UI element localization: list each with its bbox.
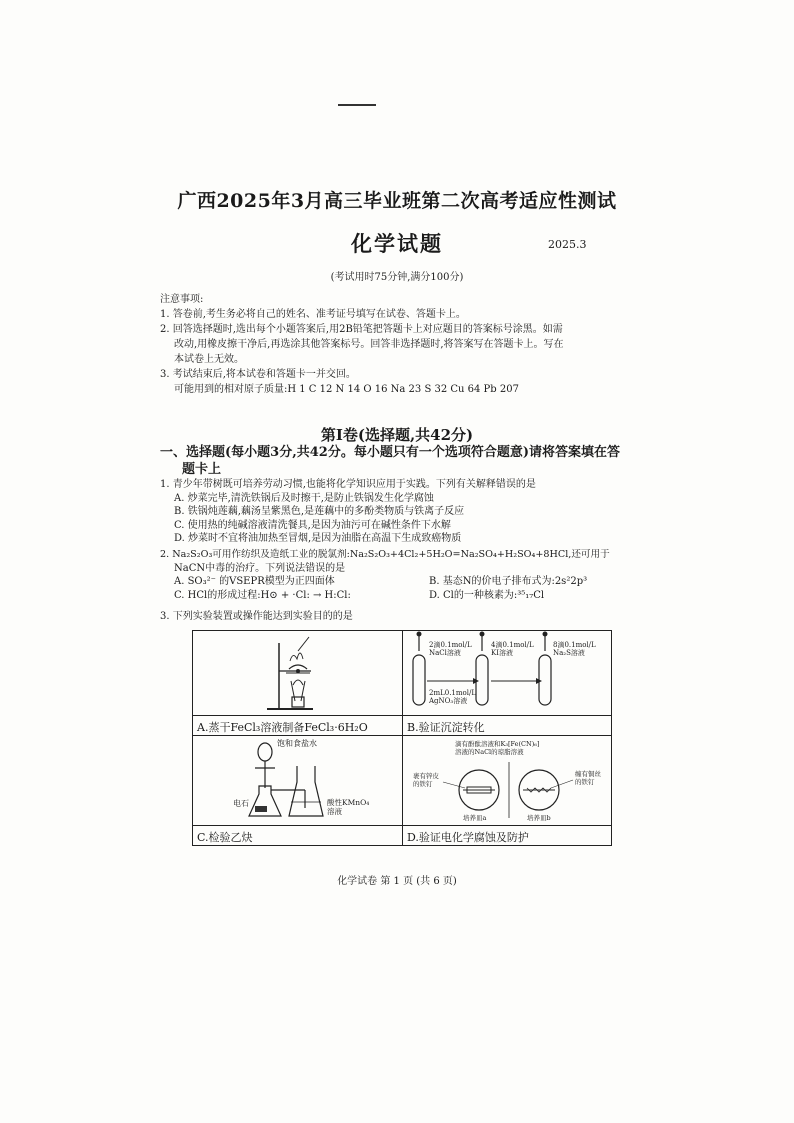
label-text: KI溶液 (491, 649, 513, 657)
grid-divider (193, 715, 611, 716)
label-text: 2mL0.1mol/L (429, 689, 476, 697)
option-row (160, 589, 640, 603)
section-line: 题卡上 (182, 462, 222, 477)
label-text: 2滴0.1mol/L (429, 641, 472, 649)
label-calcium-carbide: 电石 (233, 799, 249, 808)
option-c: C. 使用热的纯碱溶液清洗餐具,是因为油污可在碱性条件下水解 (174, 519, 451, 531)
evaporation-apparatus-icon (193, 631, 402, 715)
label-dish-a: 培养皿a (463, 814, 487, 822)
option-row (160, 575, 640, 589)
note-item: 3. 考试结束后,将本试卷和答题卡一并交回。 (160, 369, 356, 380)
question-1 (160, 478, 640, 546)
page-footer: 化学试卷 第 1 页 (共 6 页) (337, 876, 457, 887)
top-rule (338, 104, 376, 106)
section-line: 一、选择题(每小题3分,共42分。每小题只有一个选项符合题意)请将答案填在答 (160, 445, 620, 460)
question-stem: 1. 青少年带树既可培养劳动习惯,也能将化学知识应用于实践。下列有关解释错误的是 (160, 479, 536, 490)
label-text: 缠有铜丝 (575, 770, 601, 778)
label-nacl (429, 641, 472, 657)
cell-b-figure (403, 631, 613, 715)
acetylene-apparatus-icon (193, 736, 402, 825)
question-stem: 2. Na₂S₂O₃可用作纺织及造纸工业的脱氯剂:Na₂S₂O₃+4Cl₂+5H₂O=Na₂SO₄+H₂SO₄+8HCl,还可用于 (160, 549, 610, 560)
label-copper-nail (575, 770, 601, 786)
question-2 (160, 548, 640, 602)
label-text: 的铁钉 (413, 780, 433, 788)
label-text: 溶液 (327, 807, 342, 816)
option-b: B. 基态N的价电子排布式为:2s²2p³ (429, 576, 588, 587)
label-text: 裹有锌皮 (413, 772, 439, 780)
cell-a-caption: A.蒸干FeCl₃溶液制备FeCl₃·6H₂O (197, 721, 368, 734)
label-zinc-nail (413, 772, 439, 788)
cell-b-caption: B.验证沉淀转化 (407, 721, 485, 734)
notes-heading: 注意事项: (160, 294, 204, 305)
exam-title: 广西2025年3月高三毕业班第二次高考适应性测试 (177, 190, 617, 212)
label-text: 的铁钉 (575, 778, 595, 786)
grid-divider (193, 825, 611, 826)
question-3 (160, 610, 640, 624)
label-text: 滴有酚酞溶液和K₃[Fe(CN)₆] (455, 740, 540, 748)
label-agno3 (429, 689, 476, 705)
label-na2s (553, 641, 596, 657)
label-text: 酸性KMnO₄ (327, 798, 370, 807)
option-d: D. 炒菜时不宜将油加热至冒烟,是因为油脂在高温下生成致癌物质 (174, 533, 462, 544)
label-text: NaCl溶液 (429, 649, 461, 657)
experiment-grid (192, 630, 612, 846)
cell-d-caption: D.验证电化学腐蚀及防护 (407, 831, 529, 844)
option-a: A. 炒菜完毕,清洗铁锅后及时擦干,是防止铁锅发生化学腐蚀 (174, 492, 434, 504)
label-ki (491, 641, 534, 657)
exam-date: 2025.3 (548, 238, 587, 251)
label-agar-top (455, 740, 539, 756)
note-item: 本试卷上无效。 (174, 354, 244, 365)
note-item: 1. 答卷前,考生务必将自己的姓名、准考证号填写在试卷、答题卡上。 (160, 309, 466, 320)
exam-duration: (考试用时75分钟,满分100分) (330, 272, 464, 283)
question-stem: 3. 下列实验装置或操作能达到实验目的的是 (160, 611, 353, 622)
option-c: C. HCl的形成过程:H⊙ + ·Cl: → H:Cl: (174, 589, 351, 601)
exam-subject: 化学试题 (351, 231, 443, 256)
cell-d-figure (403, 736, 613, 825)
cell-c-figure (193, 736, 402, 825)
label-text: 8滴0.1mol/L (553, 641, 596, 649)
label-dish-b: 培养皿b (527, 814, 551, 822)
part-title: 第Ⅰ卷(选择题,共42分) (320, 426, 474, 444)
question-stem: NaCN中毒的治疗。下列说法错误的是 (174, 562, 346, 574)
option-a: A. SO₃²⁻ 的VSEPR模型为正四面体 (174, 576, 335, 587)
note-item: 2. 回答选择题时,选出每个小题答案后,用2B铅笔把答题卡上对应题目的答案标号涂黑。如需 (160, 324, 563, 335)
label-text: AgNO₃溶液 (429, 697, 468, 705)
note-item: 改动,用橡皮擦干净后,再选涂其他答案标号。回答非选择题时,将答案写在答题卡上。写在 (174, 339, 564, 350)
label-text: Na₂S溶液 (553, 649, 585, 657)
cell-a-figure (193, 631, 402, 715)
cell-c-caption: C.检验乙炔 (197, 831, 253, 844)
label-text: 溶液的NaCl的琼脂溶液 (455, 748, 524, 756)
label-kmno4 (327, 798, 369, 816)
label-brine: 饱和食盐水 (277, 739, 317, 748)
option-b: B. 铁锅炖莲藕,藕汤呈紫黑色,是莲藕中的多酚类物质与铁离子反应 (174, 506, 465, 517)
option-d: D. Cl的一种核素为:³⁵₁₇Cl (429, 589, 545, 601)
notes-block (160, 292, 640, 397)
section-heading (160, 444, 640, 478)
label-text: 4滴0.1mol/L (491, 641, 534, 649)
atomic-masses: 可能用到的相对原子质量:H 1 C 12 N 14 O 16 Na 23 S 32 Cu 64 Pb 207 (174, 384, 519, 395)
